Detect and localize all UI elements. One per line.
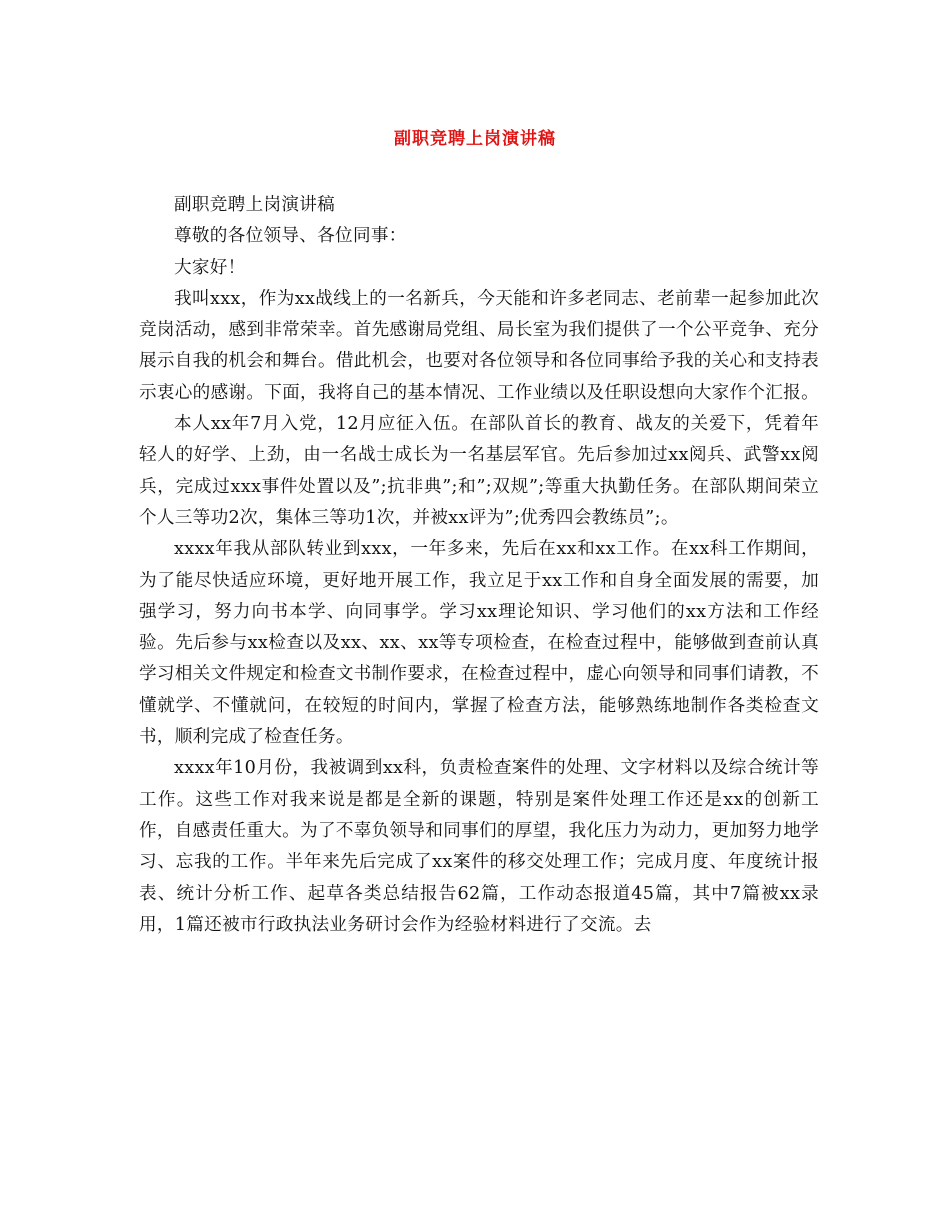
body-paragraph: 我叫xxx，作为xx战线上的一名新兵，今天能和许多老同志、老前辈一起参加此次竞岗活动，感到非常荣幸。首先感谢局党组、局长室为我们提供了一个公平竞争、充分展示自我的机会和舞台。借此机会，也要对各位领导和各位同事给予我的关心和支持表示衷心的感谢。下面，我将自己的基本情况、工作业绩以及任职设想向大家作个汇报。 [139,288,819,403]
body-paragraph: xxxx年10月份，我被调到xx科，负责检查案件的处理、文字材料以及综合统计等工作。这些工作对我来说是都是全新的课题，特别是案件处理工作还是xx的创新工作，自感责任重大。为了不辜负领导和同事们的厚望，我化压力为动力，更加努力地学习、忘我的工作。半年来先后完成了xx案件的移交处理工作；完成月度、年度统计报表、统计分析工作、起草各类总结报告62篇，工作动态报道45篇，其中7篇被xx录用，1篇还被市行政执法业务研讨会作为经验材料进行了交流。去 [139,758,819,935]
greeting-paragraph: 大家好！ [174,257,246,278]
document-title: 副职竞聘上岗演讲稿 [394,129,556,149]
body-paragraph: xxxx年我从部队转业到xxx，一年多来，先后在xx和xx工作。在xx科工作期间，为了能尽快适应环境，更好地开展工作，我立足于xx工作和自身全面发展的需要，加强学习，努力向书本学、向同事学。学习xx理论知识、学习他们的xx方法和工作经验。先后参与xx检查以及xx、xx、xx等专项检查，在检查过程中，能够做到查前认真学习相关文件规定和检查文书制作要求，在检查过程中，虚心向领导和同事们请教，不懂就学、不懂就问，在较短的时间内，掌握了检查方法，能够熟练地制作各类检查文书，顺利完成了检查任务。 [139,539,819,748]
body-heading-paragraph: 副职竞聘上岗演讲稿 [174,195,336,215]
body-paragraph: 本人xx年7月入党，12月应征入伍。在部队首长的教育、战友的关爱下，凭着年轻人的好学、上劲，由一名战士成长为一名基层军官。先后参加过xx阅兵、武警xx阅兵，完成过xxx事件处置以及”;抗非典”;和”;双规”;等重大执勤任务。在部队期间荣立个人三等功2次，集体三等功1次，并被xx评为”;优秀四会教练员”;。 [139,414,819,528]
salutation-paragraph: 尊敬的各位领导、各位同事： [174,226,407,247]
document-body [139,190,819,941]
